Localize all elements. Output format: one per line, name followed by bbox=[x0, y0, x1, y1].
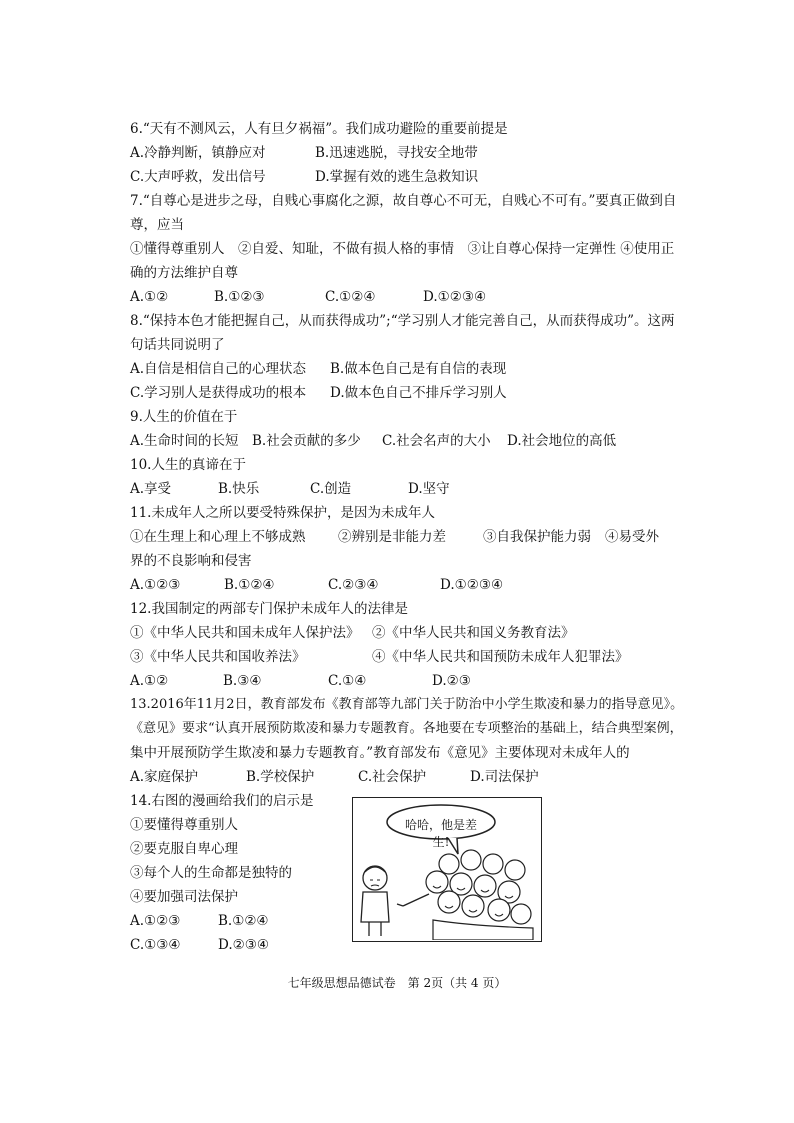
q14-option-d: D.②③④ bbox=[218, 937, 269, 953]
page-footer: 七年级思想品德试卷 第 2页（共 4 页） bbox=[287, 976, 507, 990]
q7-items-line1: ①懂得尊重别人 ②自爱、知耻，不做有损人格的事情 ③让自尊心保持一定弹性 ④使用正 bbox=[130, 241, 675, 257]
q8-stem-line2: 句话共同说明了 bbox=[130, 337, 225, 353]
q9-option-c: C.社会名声的大小 bbox=[382, 433, 491, 449]
q12-option-a: A.①② bbox=[130, 673, 169, 689]
q7-option-a: A.①② bbox=[130, 289, 169, 305]
q12-item-2: ②《中华人民共和国义务教育法》 bbox=[372, 625, 575, 641]
q13-option-a: A.家庭保护 bbox=[130, 769, 199, 785]
q13-stem-line2: 《意见》要求“认真开展预防欺凌和暴力专题教育。各地要在专项整治的基础上，结合典型案例， bbox=[130, 721, 683, 736]
q14-option-a: A.①②③ bbox=[130, 913, 181, 929]
q8-stem-line1: 8.“保持本色才能把握自己，从而获得成功”;“学习别人才能完善自己，从而获得成功”。这两 bbox=[130, 313, 675, 329]
q12-option-b: B.③④ bbox=[223, 673, 262, 689]
q10-option-a: A.享受 bbox=[130, 481, 172, 497]
q14-stem: 14.右图的漫画给我们的启示是 bbox=[130, 793, 314, 809]
q12-stem: 12.我国制定的两部专门保护未成年人的法律是 bbox=[130, 601, 408, 617]
q14-item-2: ②要克服自卑心理 bbox=[130, 841, 238, 857]
q14-option-b: B.①②④ bbox=[218, 913, 269, 929]
q13-stem-line1: 13.2016年11月2日，教育部发布《教育部等九部门关于防治中小学生欺凌和暴力的指导意见》。 bbox=[130, 697, 684, 712]
q9-option-a: A.生命时间的长短 bbox=[130, 433, 239, 449]
q10-option-b: B.快乐 bbox=[218, 481, 260, 497]
q10-option-c: C.创造 bbox=[310, 481, 352, 497]
q7-option-d: D.①②③④ bbox=[423, 289, 487, 305]
q14-option-c: C.①③④ bbox=[130, 937, 181, 953]
q12-item-3: ③《中华人民共和国收养法》 bbox=[130, 649, 306, 665]
q6-option-b: B.迅速逃脱，寻找安全地带 bbox=[315, 145, 478, 161]
q14-item-4: ④要加强司法保护 bbox=[130, 889, 238, 905]
q9-option-d: D.社会地位的高低 bbox=[507, 433, 617, 449]
q7-option-c: C.①②④ bbox=[325, 289, 376, 305]
q11-item-3: ③自我保护能力弱 bbox=[483, 529, 591, 545]
q12-item-1: ①《中华人民共和国未成年人保护法》 bbox=[130, 625, 360, 641]
q13-stem-line3: 集中开展预防学生欺凌和暴力专题教育。”教育部发布《意见》主要体现对未成年人的 bbox=[130, 745, 630, 761]
cartoon-illustration bbox=[352, 797, 542, 942]
q13-option-c: C.社会保护 bbox=[358, 769, 427, 785]
q8-option-c: C.学习别人是获得成功的根本 bbox=[130, 385, 307, 401]
q11-option-a: A.①②③ bbox=[130, 577, 181, 593]
q6-option-d: D.掌握有效的逃生急救知识 bbox=[315, 169, 479, 185]
q11-stem: 11.未成年人之所以要受特殊保护，是因为未成年人 bbox=[130, 505, 435, 521]
q9-option-b: B.社会贡献的多少 bbox=[252, 433, 361, 449]
q12-option-d: D.②③ bbox=[432, 673, 471, 689]
q7-stem-line1: 7.“自尊心是进步之母，自贱心事腐化之源，故自尊心不可无，自贱心不可有。”要真正做到自 bbox=[130, 193, 677, 209]
q6-option-a: A.冷静判断，镇静应对 bbox=[130, 145, 266, 161]
q12-item-4: ④《中华人民共和国预防未成年人犯罪法》 bbox=[372, 649, 629, 665]
q14-item-1: ①要懂得尊重别人 bbox=[130, 817, 238, 833]
q7-items-line2: 确的方法维护自尊 bbox=[130, 265, 238, 281]
cartoon-speech-bubble: 哈哈，他是差生! bbox=[404, 818, 477, 849]
q11-option-d: D.①②③④ bbox=[440, 577, 504, 593]
q11-item-1: ①在生理上和心理上不够成熟 bbox=[130, 529, 306, 545]
q11-item-2: ②辨别是非能力差 bbox=[338, 529, 446, 545]
q11-option-c: C.②③④ bbox=[328, 577, 379, 593]
q14-item-3: ③每个人的生命都是独特的 bbox=[130, 865, 292, 881]
q11-option-b: B.①②④ bbox=[224, 577, 275, 593]
q13-option-b: B.学校保护 bbox=[246, 769, 315, 785]
q11-items-line2: 界的不良影响和侵害 bbox=[130, 553, 252, 569]
q10-stem: 10.人生的真谛在于 bbox=[130, 457, 246, 473]
q8-option-d: D.做本色自己不排斥学习别人 bbox=[330, 385, 507, 401]
q9-stem: 9.人生的价值在于 bbox=[130, 409, 238, 425]
q6-option-c: C.大声呼救，发出信号 bbox=[130, 169, 266, 185]
q6-stem: 6.“天有不测风云，人有旦夕祸福”。我们成功避险的重要前提是 bbox=[130, 121, 508, 137]
q10-option-d: D.坚守 bbox=[408, 481, 450, 497]
q7-stem-line2: 尊，应当 bbox=[130, 217, 184, 233]
q11-item-4: ④易受外 bbox=[605, 529, 659, 545]
q8-option-a: A.自信是相信自己的心理状态 bbox=[130, 361, 307, 377]
q12-option-c: C.①④ bbox=[328, 673, 367, 689]
q8-option-b: B.做本色自己是有自信的表现 bbox=[330, 361, 507, 377]
q7-option-b: B.①②③ bbox=[214, 289, 265, 305]
q13-option-d: D.司法保护 bbox=[470, 769, 539, 785]
